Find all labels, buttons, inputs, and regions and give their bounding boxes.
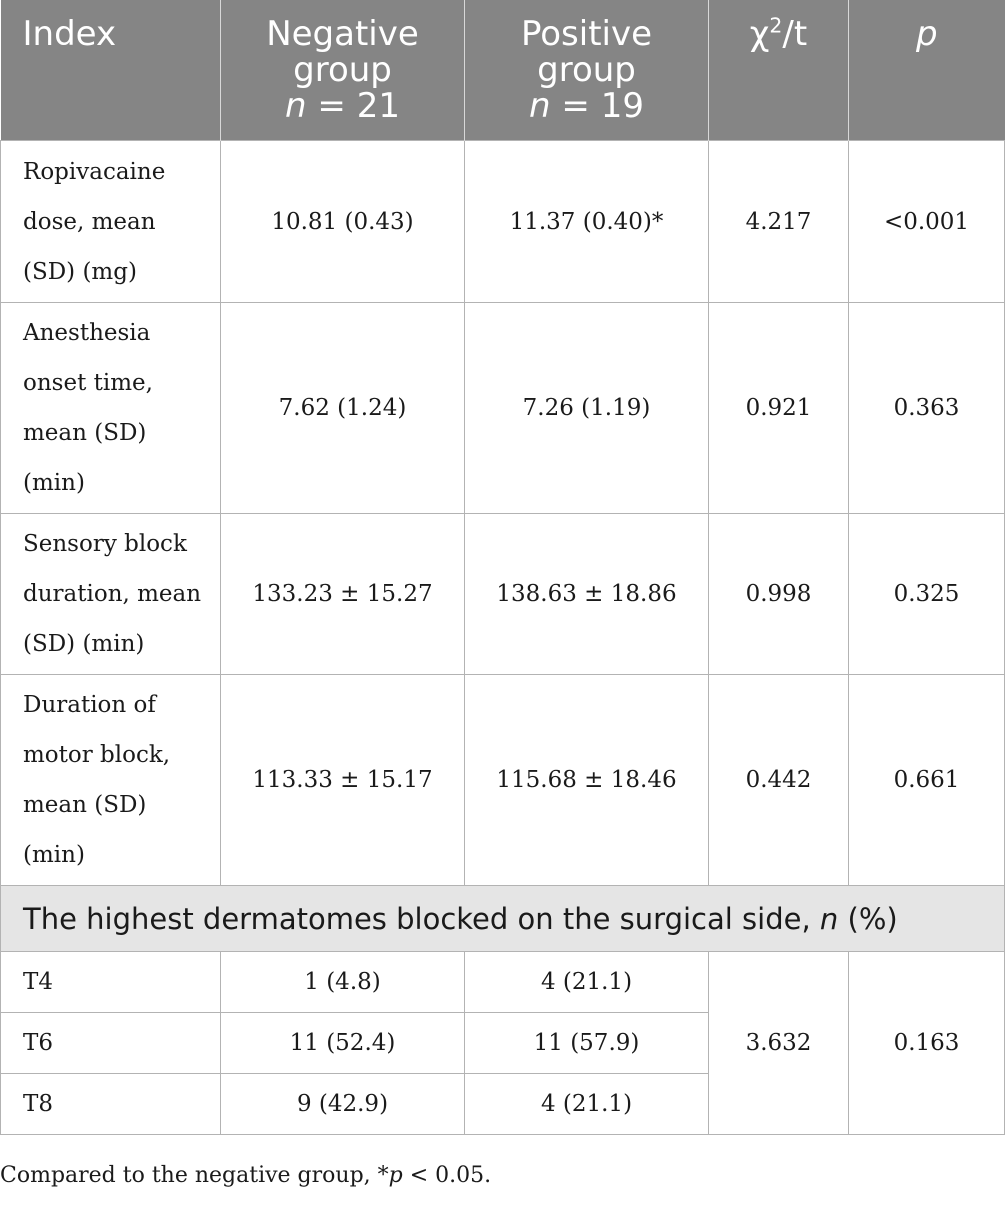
table-footnote: [0, 1163, 491, 1188]
cell-statistic: 4.217: [709, 141, 849, 303]
footnote-suffix: < 0.05.: [402, 1163, 492, 1188]
cell-positive: 11.37 (0.40)*: [465, 141, 709, 303]
footnote-prefix: Compared to the negative group, *: [0, 1163, 389, 1188]
table-row-ropivacaine: [1, 141, 1005, 303]
cell-positive: 7.26 (1.19): [465, 303, 709, 514]
header-positive-group: [465, 0, 709, 141]
table-row-onset-time: [1, 303, 1005, 514]
cell-negative: 11 (52.4): [221, 1013, 465, 1074]
row-label: Anesthesia onset time, mean (SD) (min): [1, 303, 221, 514]
cell-positive: 4 (21.1): [465, 952, 709, 1013]
cell-dermatome-statistic: 3.632: [709, 952, 849, 1135]
header-positive-n-label: n: [529, 86, 551, 126]
header-row: [1, 0, 1005, 141]
cell-statistic: 0.442: [709, 675, 849, 886]
cell-statistic: 0.998: [709, 514, 849, 675]
section-row: [1, 886, 1005, 952]
cell-p-value: <0.001: [849, 141, 1005, 303]
section-pct: (%): [847, 901, 898, 936]
cell-negative: 7.62 (1.24): [221, 303, 465, 514]
row-label: T8: [1, 1074, 221, 1135]
header-negative-group: [221, 0, 465, 141]
cell-p-value: 0.661: [849, 675, 1005, 886]
header-statistic: [709, 0, 849, 141]
table-row-sensory-block: [1, 514, 1005, 675]
cell-positive: 4 (21.1): [465, 1074, 709, 1135]
header-stat-sup: 2: [769, 13, 783, 38]
cell-positive: 11 (57.9): [465, 1013, 709, 1074]
header-negative-name: Negative group: [266, 14, 419, 90]
header-positive-n-value: = 19: [561, 86, 644, 126]
header-negative-n-value: = 21: [317, 86, 400, 126]
header-stat-base: χ: [749, 14, 770, 54]
cell-negative: 9 (42.9): [221, 1074, 465, 1135]
cell-p-value: 0.325: [849, 514, 1005, 675]
footnote-p: p: [388, 1163, 403, 1188]
cell-statistic: 0.921: [709, 303, 849, 514]
cell-positive: 138.63 ± 18.86: [465, 514, 709, 675]
cell-p-value: 0.363: [849, 303, 1005, 514]
table-row-t4: [1, 952, 1005, 1013]
cell-positive: 115.68 ± 18.46: [465, 675, 709, 886]
row-label: T4: [1, 952, 221, 1013]
header-index: Index: [1, 0, 221, 141]
section-n: n: [819, 901, 839, 936]
cell-dermatome-p-value: 0.163: [849, 952, 1005, 1135]
header-p-value: p: [849, 0, 1005, 141]
cell-negative: 133.23 ± 15.27: [221, 514, 465, 675]
header-positive-name: Positive group: [520, 14, 653, 90]
row-label: Ropivacaine dose, mean (SD) (mg): [1, 141, 221, 303]
section-title: The highest dermatomes blocked on the surgical side,: [23, 901, 811, 936]
table-row-motor-block: [1, 675, 1005, 886]
header-stat-tail: /t: [782, 14, 808, 54]
cell-negative: 113.33 ± 15.17: [221, 675, 465, 886]
row-label: Sensory block duration, mean (SD) (min): [1, 514, 221, 675]
header-negative-n-label: n: [285, 86, 307, 126]
cell-negative: 10.81 (0.43): [221, 141, 465, 303]
row-label: Duration of motor block, mean (SD) (min): [1, 675, 221, 886]
section-header: [1, 886, 1005, 952]
row-label: T6: [1, 1013, 221, 1074]
cell-negative: 1 (4.8): [221, 952, 465, 1013]
